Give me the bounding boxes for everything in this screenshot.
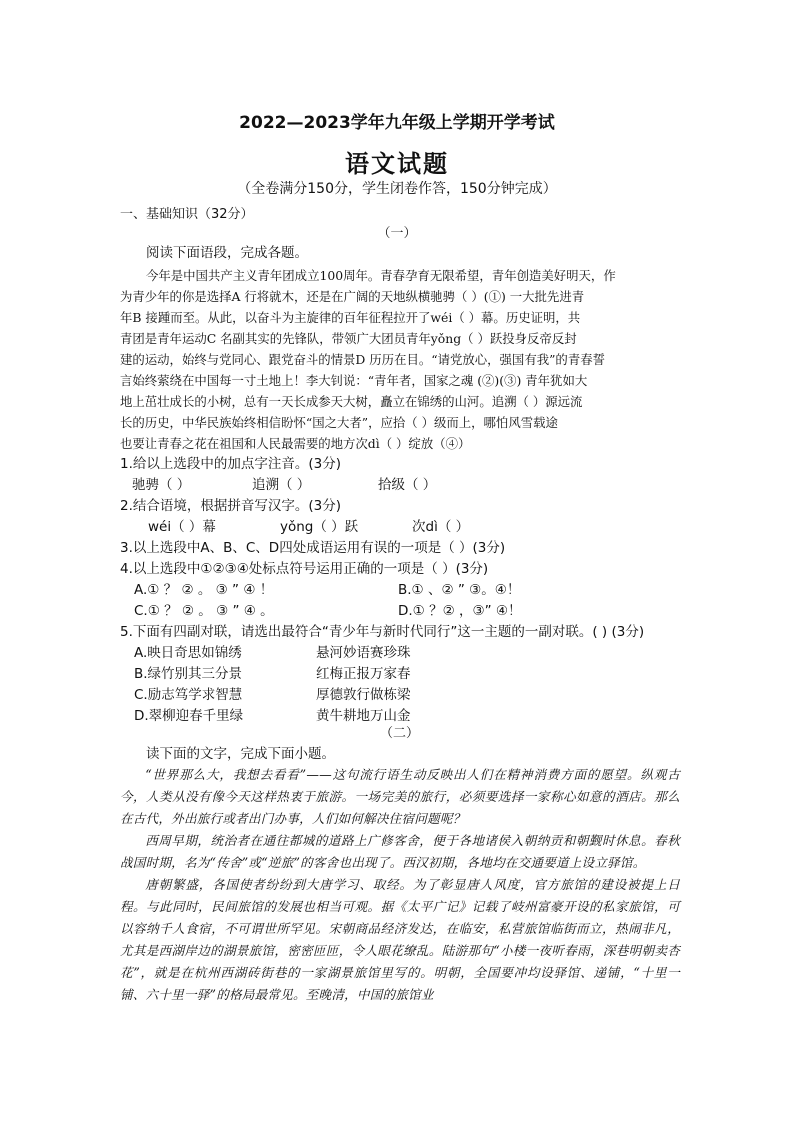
exam-title: 2022—2023学年九年级上学期开学考试: [239, 113, 555, 133]
passage-line: 言始终萦绕在中国每一寸土地上！李大钊说：“青年者，国家之魂 (②)(③) 青年犹如大: [120, 373, 588, 388]
q2-item: wéi（ ）幕: [148, 519, 216, 535]
passage-line: 建的运动，始终与党同心、跟党奋斗的情景D 历历在目。“请党放心，强国有我”的青春誓: [120, 352, 605, 367]
passage-line: 今年是中国共产主义青年团成立100周年。青春孕育无限希望，青年创造美好明天，作: [146, 268, 616, 283]
passage-line: 为青少年的你是选择A 行将就木，还是在广阔的天地纵横驰骋（ ）(①) 一大批先进青: [120, 289, 585, 304]
question-5: 5.下面有四副对联，请选出最符合“青少年与新时代同行”这一主题的一副对联。( ) (3分): [120, 624, 645, 640]
passage-line: 年B 接踵而至。从此，以奋斗为主旋律的百年征程拉开了wéi（ ）幕。历史证明，共: [120, 310, 581, 325]
part-marker: （二）: [380, 726, 420, 741]
article-paragraph: “世界那么大，我想去看看”——这句流行语生动反映出人们在精神消费方面的愿望。纵观古今，人类从没有像今天这样热衷于旅游。一场完美的旅行，必须要选择一家称心如意的酒店。那么在古代，外出旅行或者出门办事，人们如何解决住宿问题呢？: [120, 767, 680, 826]
section-heading: 一、基础知识（32分）: [120, 207, 254, 222]
q5-option-right: 厚德敦行做栋梁: [316, 687, 411, 703]
q5-option-left: C.励志笃学求智慧: [134, 687, 243, 703]
question-1: 1.给以上选段中的加点字注音。(3分): [120, 456, 342, 472]
part-intro: 读下面的文字，完成下面小题。: [146, 746, 335, 762]
question-4: 4.以上选段中①②③④处标点符号运用正确的一项是（ ）(3分): [120, 561, 489, 577]
q5-option-right: 悬河妙语赛珍珠: [316, 645, 411, 661]
q2-item: yǒng（ ）跃: [280, 519, 359, 535]
q1-item: 拾级（ ）: [378, 477, 437, 493]
passage-line: 也要让青春之花在祖国和人民最需要的地方次dì（ ）绽放（④）: [120, 436, 471, 451]
q1-item: 追溯（ ）: [252, 477, 311, 493]
q4-option-a: A.① ？ ② 。 ③ ” ④ ！: [134, 582, 274, 598]
q5-option-left: D.翠柳迎春千里绿: [134, 708, 244, 724]
question-3: 3.以上选段中A、B、C、D四处成语运用有误的一项是（ ）(3分): [120, 540, 506, 556]
q4-option-c: C.① ？ ② 。 ③ ” ④ 。: [134, 603, 274, 619]
q4-option-b: B.① 、② ” ③。④！: [398, 582, 521, 598]
exam-note: （全卷满分150分，学生闭卷作答，150分钟完成）: [237, 181, 557, 197]
question-2: 2.结合语境，根据拼音写汉字。(3分): [120, 498, 342, 514]
passage-line: 青团是青年运动C 名副其实的先锋队，带领广大团员青年yǒng（ ）跃投身反帝反封: [120, 331, 577, 346]
article-paragraph: 唐朝繁盛，各国使者纷纷到大唐学习、取经。为了彰显唐人风度，官方旅馆的建设被提上日程。与此同时，民间旅馆的发展也相当可观。据《太平广记》记载了岐州富豪开设的私家旅馆，可以容纳千人食宿，不可谓世所罕见。宋朝商品经济发达，在临安，私营旅馆临街而立，热闹非凡，尤其是西湖岸边的湖景旅馆，密密匝匝，令人眼花缭乱。陆游那句“小楼一夜听春雨，深巷明朝卖杏花”，就是在杭州西湖砖街巷的一家湖景旅馆里写的。明朝，全国要冲均设驿馆、递铺，“十里一铺、六十里一驿”的格局最常见。至晚清，中国的旅馆业: [120, 877, 680, 1002]
passage-line: 地上茁壮成长的小树，总有一天长成参天大树，矗立在锦绣的山河。追溯（ ）源远流: [120, 394, 583, 409]
subject-title: 语文试题: [345, 150, 449, 178]
q5-option-left: A.映日奇思如锦绣: [134, 645, 242, 661]
q2-item: 次dì（ ）: [412, 519, 470, 535]
passage-line: 长的历史，中华民族始终相信盼怀“国之大者”，应拾（ ）级而上，哪怕风雪载途: [120, 415, 558, 430]
q5-option-right: 红梅正报万家春: [316, 666, 411, 682]
q4-option-d: D.① ？② ，③” ④！: [398, 603, 522, 619]
part-intro: 阅读下面语段，完成各题。: [146, 245, 308, 261]
part-marker: （一）: [377, 226, 417, 241]
q1-item: 驰骋（ ）: [132, 477, 191, 493]
article-paragraph: 西周早期，统治者在通往都城的道路上广修客舍，便于各地诸侯入朝纳贡和朝觐时休息。春秋战国时期，名为“传舍”或“逆旅”的客舍也出现了。西汉初期，各地均在交通要道上设立驿馆。: [120, 833, 680, 870]
q5-option-right: 黄牛耕地万山金: [316, 708, 411, 724]
q5-option-left: B.绿竹别其三分景: [134, 666, 243, 682]
